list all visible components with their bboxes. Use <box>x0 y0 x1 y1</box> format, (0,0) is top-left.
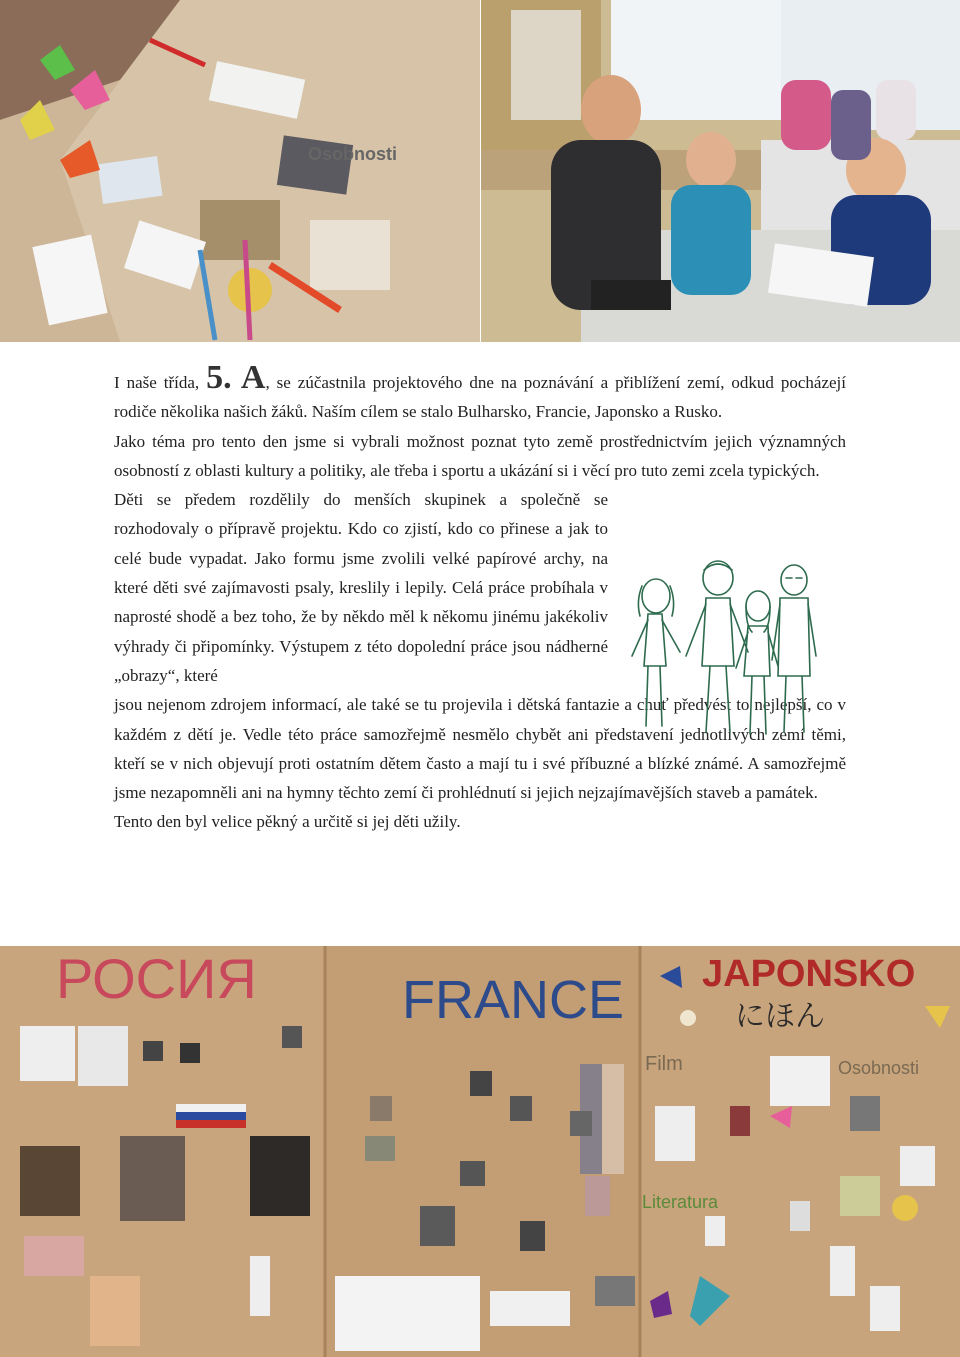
intro-lead: I naše třída, <box>114 373 200 392</box>
class-name: 5. A <box>206 359 266 396</box>
photo-children-classroom <box>481 0 960 342</box>
photo-country-posters <box>0 946 960 1357</box>
france-poster-title: FRANCE <box>402 970 625 1030</box>
paragraph-intro <box>114 359 846 427</box>
russia-poster-title: РОСИЯ <box>56 947 257 1010</box>
intro-text: , se zúčastnila projektového dne na poznávání a přiblížení zemí, odkud pocházejí rodiče několika našich žáků. Naším cílem se stalo Bulharsko, Francie, Japonsko a Rusko. <box>114 373 846 422</box>
children-sketch-drawing <box>618 556 818 742</box>
japan-poster-subtitle: にほん <box>735 999 825 1034</box>
table-label-persons: Osobnosti <box>308 144 397 164</box>
paragraph-topic: Jako téma pro tento den jsme si vybrali možnost poznat tyto země prostřednictvím jejich významných osobností z oblasti kultury a politiky, ale třeba i sportu a ukázání si i věcí pro tuto zemi zcela typických. <box>114 431 846 480</box>
paragraph-groups: Děti se předem rozdělily do menších skupinek a společně se rozhodovaly o přípravě projektu. Kdo co zjistí, kdo co přinese a jak to celé bude vypadat. Jako formu jsme zvolili velké papírové archy, na které děti své zajímavosti psaly, kreslily i lepily. Celá práce probíhala v naprosté shodě a bez toho, že by někdo měl k někomu jinému jakékoliv výhrady či připomínky. Výstupem z této dopolední práce jsou nádherné „obrazy“, které <box>114 490 608 685</box>
japan-label-persons: Osobnosti <box>838 1058 920 1078</box>
japan-label-literature: Literatura <box>642 1192 719 1212</box>
paragraph-results: jsou nejenom zdrojem informací, ale také se tu projevila i dětská fantazie a chuť předvést to nejlepší, co v každém z dětí je. Vedle této práce samozřejmě nesmělo chybět ani představení jednotlivých zemí těmi, kteří se v nich objevují proti ostatním dětem často a mají tu i své příbuzné a blízké známé. A samozřejmě jsme nezapomněli ani na hymny těchto zemí či prohlédnutí si jejich nejzajímavějších staveb a památek. <box>114 695 846 803</box>
photo-country-posters-image <box>0 946 960 1357</box>
paragraph-closing: Tento den byl velice pěkný a určitě si jej děti užily. <box>114 812 461 832</box>
photo-table-origami <box>0 0 480 342</box>
japan-label-film: Film <box>645 1053 683 1075</box>
photo-children-classroom-image <box>481 0 960 342</box>
japan-poster-title: JAPONSKO <box>702 953 916 995</box>
photo-table-origami-image <box>0 0 480 342</box>
